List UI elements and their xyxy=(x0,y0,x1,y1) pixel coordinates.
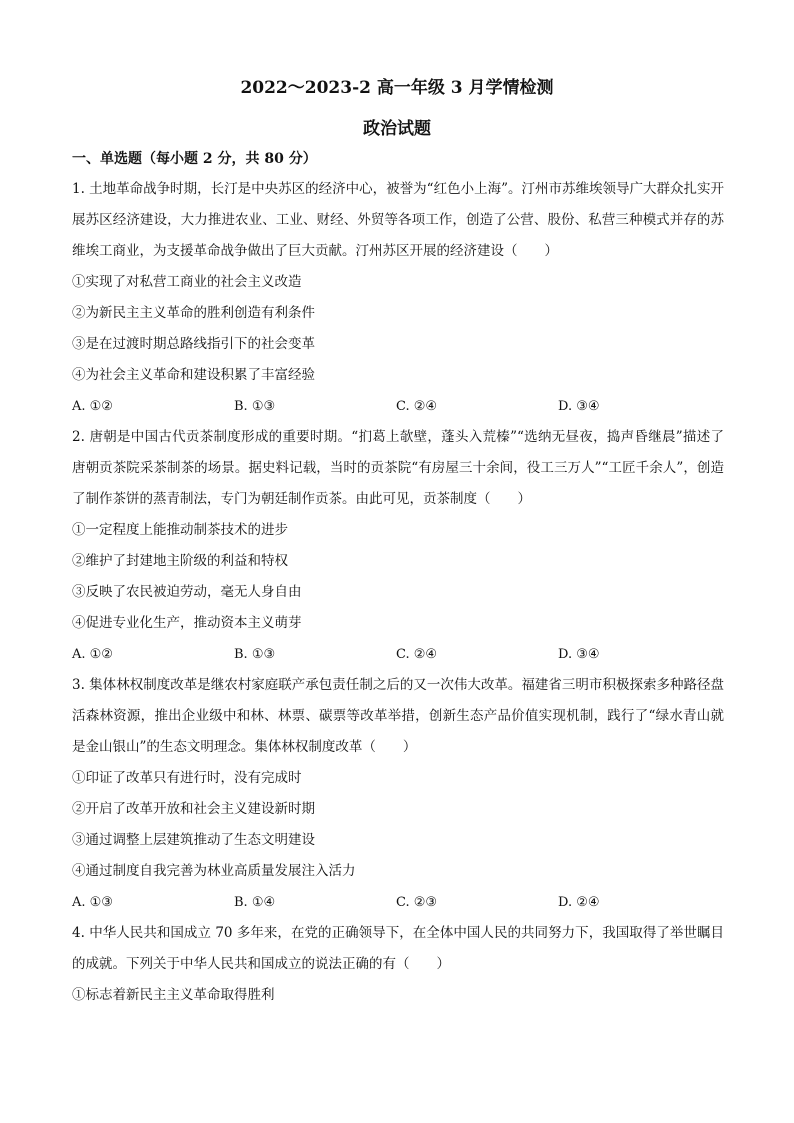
choice-a[interactable]: A. ①③ xyxy=(72,895,113,910)
section-heading: 一、单选题（每小题 2 分，共 80 分） xyxy=(72,151,317,167)
answer-choices xyxy=(72,391,724,422)
choice-d[interactable]: D. ②④ xyxy=(558,895,600,910)
statement-option: ①印证了改革只有进行时，没有完成时 xyxy=(72,770,302,786)
choice-a[interactable]: A. ①② xyxy=(72,647,113,662)
statement-option: ①标志着新民主主义革命取得胜利 xyxy=(72,987,275,1003)
choice-c[interactable]: C. ②④ xyxy=(396,647,438,662)
statement-option: ④为社会主义革命和建设积累了丰富经验 xyxy=(72,367,315,383)
question-1 xyxy=(72,174,724,422)
answer-choices xyxy=(72,639,724,670)
question-3 xyxy=(72,670,724,918)
exam-title: 2022～2023-2 高一年级 3 月学情检测 xyxy=(240,78,554,98)
question-stem: 1. 土地革命战争时期，长汀是中央苏区的经济中心，被誉为“红色小上海”。汀州市苏维埃领导广大群众扎实开展苏区经济建设，大力推进农业、工业、财经、外贸等各项工作，创造了公营、股份、私营三种模式并存的苏维埃工商业，为支援革命战争做出了巨大贡献。汀州苏区开展的经济建设（ ） xyxy=(72,181,724,259)
choice-b[interactable]: B. ①④ xyxy=(234,895,276,910)
question-stem: 2. 唐朝是中国古代贡茶制度形成的重要时期。“扪葛上欹壁，蓬头入荒榛”“选纳无昼夜，捣声昏继晨”描述了唐朝贡茶院采茶制茶的场景。据史料记载，当时的贡茶院“有房屋三十余间，役工三万人”“工匠千余人”，创造了制作茶饼的蒸青制法，专门为朝廷制作贡茶。由此可见，贡茶制度（ ） xyxy=(72,429,724,507)
statement-option: ②维护了封建地主阶级的利益和特权 xyxy=(72,553,288,569)
question-stem: 4. 中华人民共和国成立 70 多年来，在党的正确领导下，在全体中国人民的共同努力下，我国取得了举世瞩目的成就。下列关于中华人民共和国成立的说法正确的有（ ） xyxy=(72,925,724,972)
statement-option: ③是在过渡时期总路线指引下的社会变革 xyxy=(72,336,315,352)
choice-b[interactable]: B. ①③ xyxy=(234,647,276,662)
statement-option: ③通过调整上层建筑推动了生态文明建设 xyxy=(72,832,315,848)
choice-d[interactable]: D. ③④ xyxy=(558,647,600,662)
statement-option: ④通过制度自我完善为林业高质量发展注入活力 xyxy=(72,863,356,879)
choice-c[interactable]: C. ②③ xyxy=(396,895,438,910)
choice-c[interactable]: C. ②④ xyxy=(396,399,438,414)
statement-option: ②为新民主主义革命的胜利创造有利条件 xyxy=(72,305,315,321)
statement-option: ①一定程度上能推动制茶技术的进步 xyxy=(72,522,288,538)
question-stem: 3. 集体林权制度改革是继农村家庭联产承包责任制之后的又一次伟大改革。福建省三明市积极探索多种路径盘活森林资源，推出企业级中和林、林票、碳票等改革举措，创新生态产品价值实现机制，践行了“绿水青山就是金山银山”的生态文明理念。集体林权制度改革（ ） xyxy=(72,677,724,755)
choice-d[interactable]: D. ③④ xyxy=(558,399,600,414)
statement-option: ③反映了农民被迫劳动，毫无人身自由 xyxy=(72,584,302,600)
question-4 xyxy=(72,918,724,1011)
choice-b[interactable]: B. ①③ xyxy=(234,399,276,414)
statement-option: ④促进专业化生产，推动资本主义萌芽 xyxy=(72,615,302,631)
answer-choices xyxy=(72,887,724,918)
statement-option: ②开启了改革开放和社会主义建设新时期 xyxy=(72,801,315,817)
exam-subtitle: 政治试题 xyxy=(363,119,431,139)
question-list xyxy=(72,174,724,1011)
choice-a[interactable]: A. ①② xyxy=(72,399,113,414)
statement-option: ①实现了对私营工商业的社会主义改造 xyxy=(72,274,302,290)
question-2 xyxy=(72,422,724,670)
